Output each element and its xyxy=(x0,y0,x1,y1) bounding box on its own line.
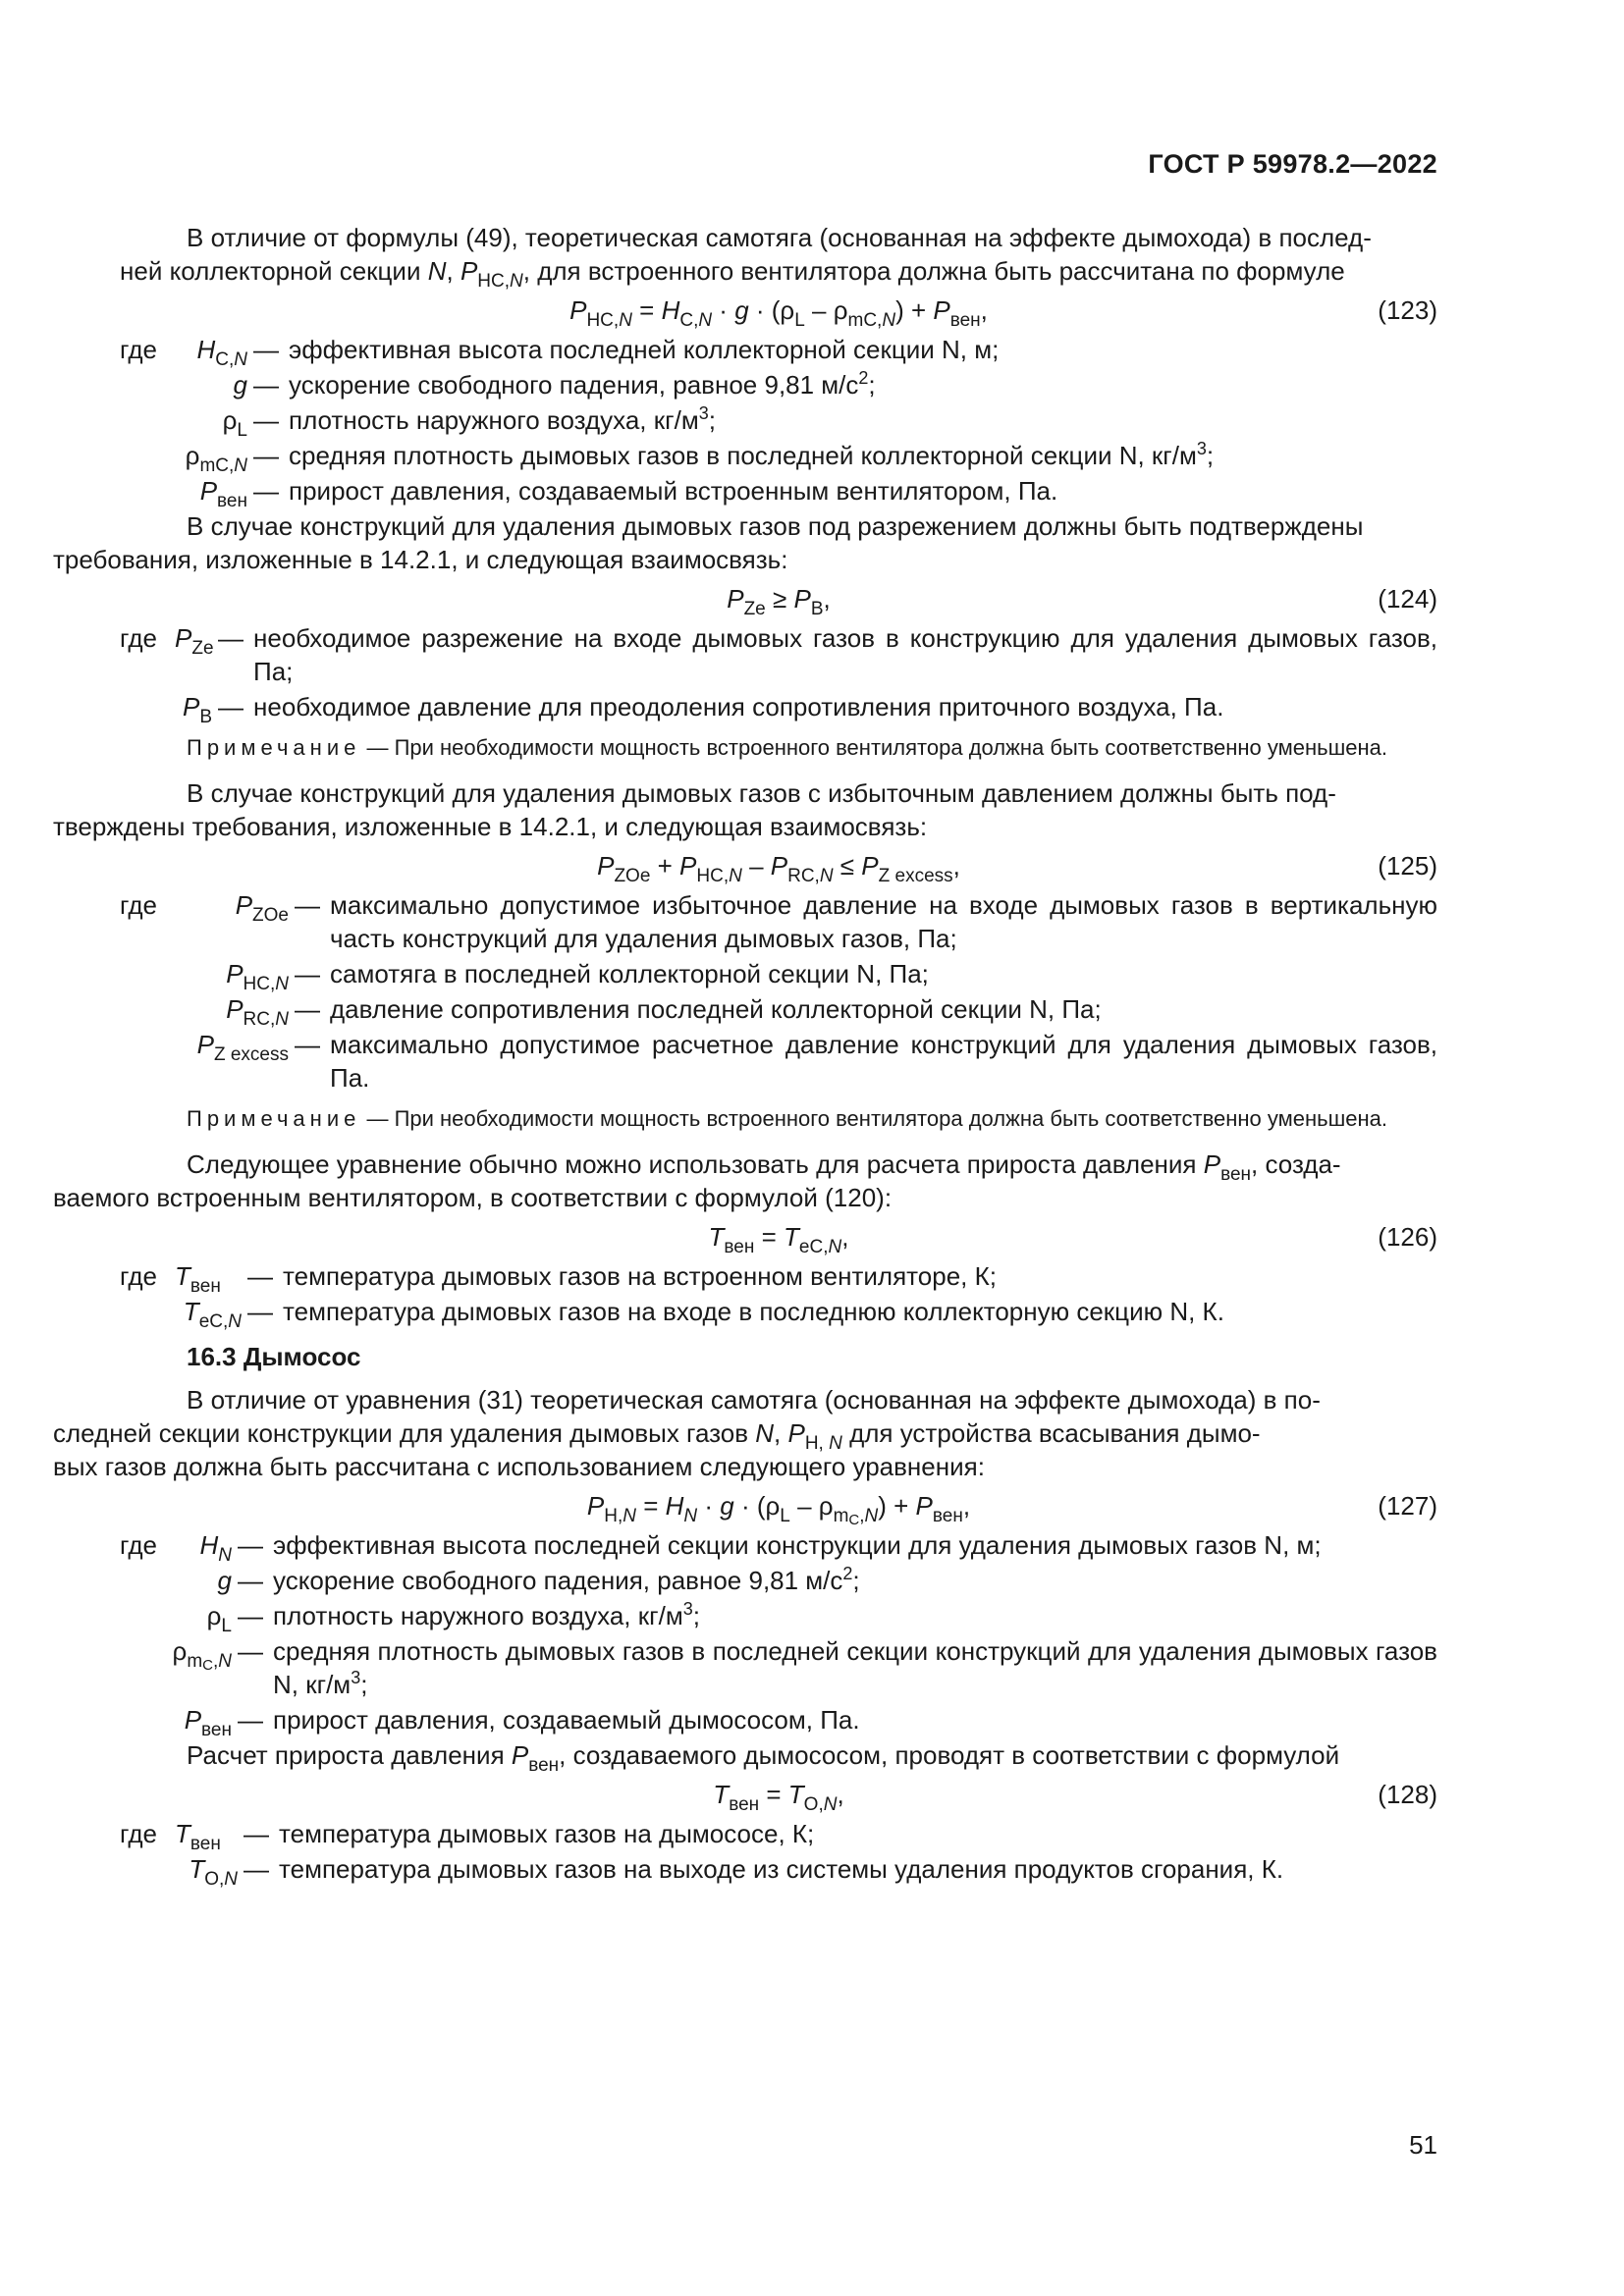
definitions-125: где $P_{ZOe}$ — максимально допустимое избыточное давление на входе дымовых газов в вертикальную часть конструкций для удаления дымовых газов, Па; $P_{HC,N}$ — самотяга в последней коллекторной секции N, Па; $P_{RC,N}$ — давление сопротивления последней коллекторной секции N, Па; $P_{Z excess}$ — максимально допустимое расчетное давление конструкций для удаления дымовых газов, Па. xyxy=(120,890,1437,1093)
definition-text: плотность наружного воздуха, кг/м xyxy=(273,1601,683,1630)
text: , создаваемого дымососом, проводят в соответствии с формулой xyxy=(559,1740,1340,1770)
text: для устройства всасывания дымо- xyxy=(841,1418,1261,1448)
text: В отличие от формулы (49), теоретическая самотяга (основанная на эффекте дымохода) в послед- xyxy=(187,223,1372,252)
definition-text: ускорение свободного падения, равное 9,81 м/с xyxy=(273,1566,843,1595)
definition-text: эффективная высота последней коллекторной секции N, м; xyxy=(289,335,1000,364)
formula-number: (124) xyxy=(1378,584,1437,614)
formula-125: $P_{ZOe} + P_{HC,N} - P_{RC,N} \le P_{Z excess}$, (125) xyxy=(597,851,1437,886)
definition-text: необходимое разрежение на входе дымовых газов в конструкцию для удаления дымовых газов, Па; xyxy=(253,623,1437,686)
text: В случае конструкций для удаления дымовых газов с избыточным давлением должны быть под- xyxy=(187,778,1336,808)
definitions-123: где $H_{C,N}$ — эффективная высота последней коллекторной секции N, м; g — ускорение свободного падения, равное 9,81 $м/с^2$; $\rho_L$ — плотность наружного воздуха, $кг/м^3$; $\rho_{mC,N}$ — средняя плотность дымовых газов в последней коллекторной секции N, $кг/м^3$; $P_{вен}$ — прирост давления, создаваемый встроенным вентилятором, Па. xyxy=(120,333,1437,507)
text: , для встроенного вентилятора должна быть рассчитана по формуле xyxy=(522,256,1345,286)
text: требования, изложенные в 14.2.1, и следующая взаимосвязь: xyxy=(53,545,788,574)
note-1 xyxy=(120,733,1437,763)
definition-text: необходимое давление для преодоления сопротивления приточного воздуха, Па. xyxy=(253,692,1224,721)
document-code: ГОСТ Р 59978.2—2022 xyxy=(1148,149,1437,179)
note-text: — При необходимости мощность встроенного вентилятора должна быть соответственно уменьшена. xyxy=(360,1106,1387,1131)
paragraph-calc: Расчет прироста давления $P_{вен}$, создаваемого дымососом, проводят в соответствии с формулой xyxy=(187,1740,1340,1776)
text: следней секции конструкции для удаления дымовых газов xyxy=(53,1418,756,1448)
where-label: где xyxy=(120,1819,157,1848)
page-number: 51 xyxy=(1409,2130,1437,2160)
formula-127: $P_{H,N} = H_N \cdot g \cdot (\rho_L - \rho_{m_C,N}) + P_{вен}$, (127) xyxy=(586,1491,1437,1528)
text: , созда- xyxy=(1251,1149,1341,1179)
paragraph-overpressure xyxy=(53,776,1437,843)
section-title: 16.3 Дымосос xyxy=(187,1342,361,1371)
note-label: Примечание xyxy=(187,735,361,760)
definition-text: температура дымовых газов на дымососе, К; xyxy=(279,1819,815,1848)
formula-123: $P_{HC,N} = H_{C,N} \cdot g \cdot (\rho_L - \rho_{mC,N}) + P_{вен}$, (123) xyxy=(569,295,1437,331)
formula-128: $T_{вен} = T_{O,N}$, (128) xyxy=(713,1780,1437,1815)
text: ваемого встроенным вентилятором, в соответствии с формулой (120): xyxy=(53,1183,893,1212)
note-label: Примечание xyxy=(187,1106,361,1131)
paragraph-fan: В отличие от уравнения (31) теоретическая самотяга (основанная на эффекте дымохода) в по- следней секции конструкции для удаления дымовых газов N, $P_{H, N}$ для устройства всасывания дымо- вых газов должна быть рассчитана с использованием следующего уравнения: xyxy=(53,1385,1321,1481)
paragraph-underpressure xyxy=(53,509,1437,576)
where-label: где xyxy=(120,623,157,653)
text: Расчет прироста давления xyxy=(187,1740,512,1770)
text: Следующее уравнение обычно можно использовать для расчета прироста давления xyxy=(187,1149,1204,1179)
text: В отличие от уравнения (31) теоретическая самотяга (основанная на эффекте дымохода) в по- xyxy=(187,1385,1321,1415)
formula-number: (125) xyxy=(1378,851,1437,881)
where-label: где xyxy=(120,890,157,920)
formula-number: (128) xyxy=(1378,1780,1437,1809)
text: тверждены требования, изложенные в 14.2.1, и следующая взаимосвязь: xyxy=(53,812,928,841)
definition-text: самотяга в последней коллекторной секции N, Па; xyxy=(330,959,929,988)
text: ней коллекторной секции xyxy=(120,256,428,286)
definitions-127: где $H_N$ — эффективная высота последней секции конструкции для удаления дымовых газов N, м; g — ускорение свободного падения, равное 9,81 $м/с^2$; $\rho_L$ — плотность наружного воздуха, $кг/м^3$; $\rho_{m_C,N}$ — средняя плотность дымовых газов в последней секции конструкций для удаления дымовых газов N, $кг/м^3$; $P_{вен}$ — прирост давления, создаваемый дымососом, Па. xyxy=(120,1530,1437,1740)
definition-text: ускорение свободного падения, равное 9,81 м/с xyxy=(289,370,859,400)
page-content xyxy=(53,221,1437,1890)
text: вых газов должна быть рассчитана с использованием следующего уравнения: xyxy=(53,1452,985,1481)
where-label: где xyxy=(120,335,157,364)
formula-number: (123) xyxy=(1378,295,1437,325)
definition-text: температура дымовых газов на входе в последнюю коллекторную секцию N, К. xyxy=(283,1297,1224,1326)
paragraph-intro: В отличие от формулы (49), теоретическая самотяга (основанная на эффекте дымохода) в послед- ней коллекторной секции N, $P_{HC,N}$, для встроенного вентилятора должна быть рассчитана по формуле xyxy=(120,223,1372,292)
definition-text: температура дымовых газов на встроенном вентиляторе, К; xyxy=(283,1261,997,1291)
definition-text: максимально допустимое расчетное давление конструкций для удаления дымовых газов, Па. xyxy=(330,1030,1437,1093)
definition-text: максимально допустимое избыточное давление на входе дымовых газов в вертикальную часть конструкций для удаления дымовых газов, Па; xyxy=(330,890,1437,953)
definition-text: прирост давления, создаваемый дымососом, Па. xyxy=(273,1705,860,1735)
definitions-126: где $T_{вен}$ — температура дымовых газов на встроенном вентиляторе, К; $T_{eC,N}$ — температура дымовых газов на входе в последнюю коллекторную секцию N, К. xyxy=(120,1259,1437,1328)
note-text: — При необходимости мощность встроенного вентилятора должна быть соответственно уменьшена. xyxy=(360,735,1387,760)
formula-124: $P_{Ze} \ge P_B$, (124) xyxy=(727,584,1437,619)
formula-number: (126) xyxy=(1378,1222,1437,1252)
definitions-128: где $T_{вен}$ — температура дымовых газов на дымососе, К; $T_{O,N}$ — температура дымовых газов на выходе из системы удаления продуктов сгорания, К. xyxy=(120,1817,1437,1886)
where-label: где xyxy=(120,1261,157,1291)
definition-text: средняя плотность дымовых газов в последней коллекторной секции N, кг/м xyxy=(289,441,1197,470)
paragraph-next-equation: Следующее уравнение обычно можно использовать для расчета прироста давления $P_{вен}$, созда- ваемого встроенным вентилятором, в соответствии с формулой (120): xyxy=(53,1149,1341,1212)
text: В случае конструкций для удаления дымовых газов под разрежением должны быть подтверждены xyxy=(187,511,1364,541)
definitions-124: где $P_{Ze}$ — необходимое разрежение на входе дымовых газов в конструкцию для удаления дымовых газов, Па; $P_B$ — необходимое давление для преодоления сопротивления приточного воздуха, Па. xyxy=(120,623,1437,727)
formula-number: (127) xyxy=(1378,1491,1437,1521)
definition-text: средняя плотность дымовых газов в последней секции конструкций для удаления дымовых газов N, кг/м xyxy=(273,1636,1437,1699)
definition-text: плотность наружного воздуха, кг/м xyxy=(289,405,699,435)
where-label: где xyxy=(120,1530,157,1560)
definition-text: прирост давления, создаваемый встроенным вентилятором, Па. xyxy=(289,476,1058,506)
definition-text: давление сопротивления последней коллекторной секции N, Па; xyxy=(330,994,1102,1024)
definition-text: эффективная высота последней секции конструкции для удаления дымовых газов N, м; xyxy=(273,1530,1322,1560)
formula-126: $T_{вен} = T_{eC,N}$, (126) xyxy=(708,1222,1437,1257)
note-2 xyxy=(120,1104,1437,1134)
definition-text: температура дымовых газов на выходе из системы удаления продуктов сгорания, К. xyxy=(279,1854,1284,1884)
